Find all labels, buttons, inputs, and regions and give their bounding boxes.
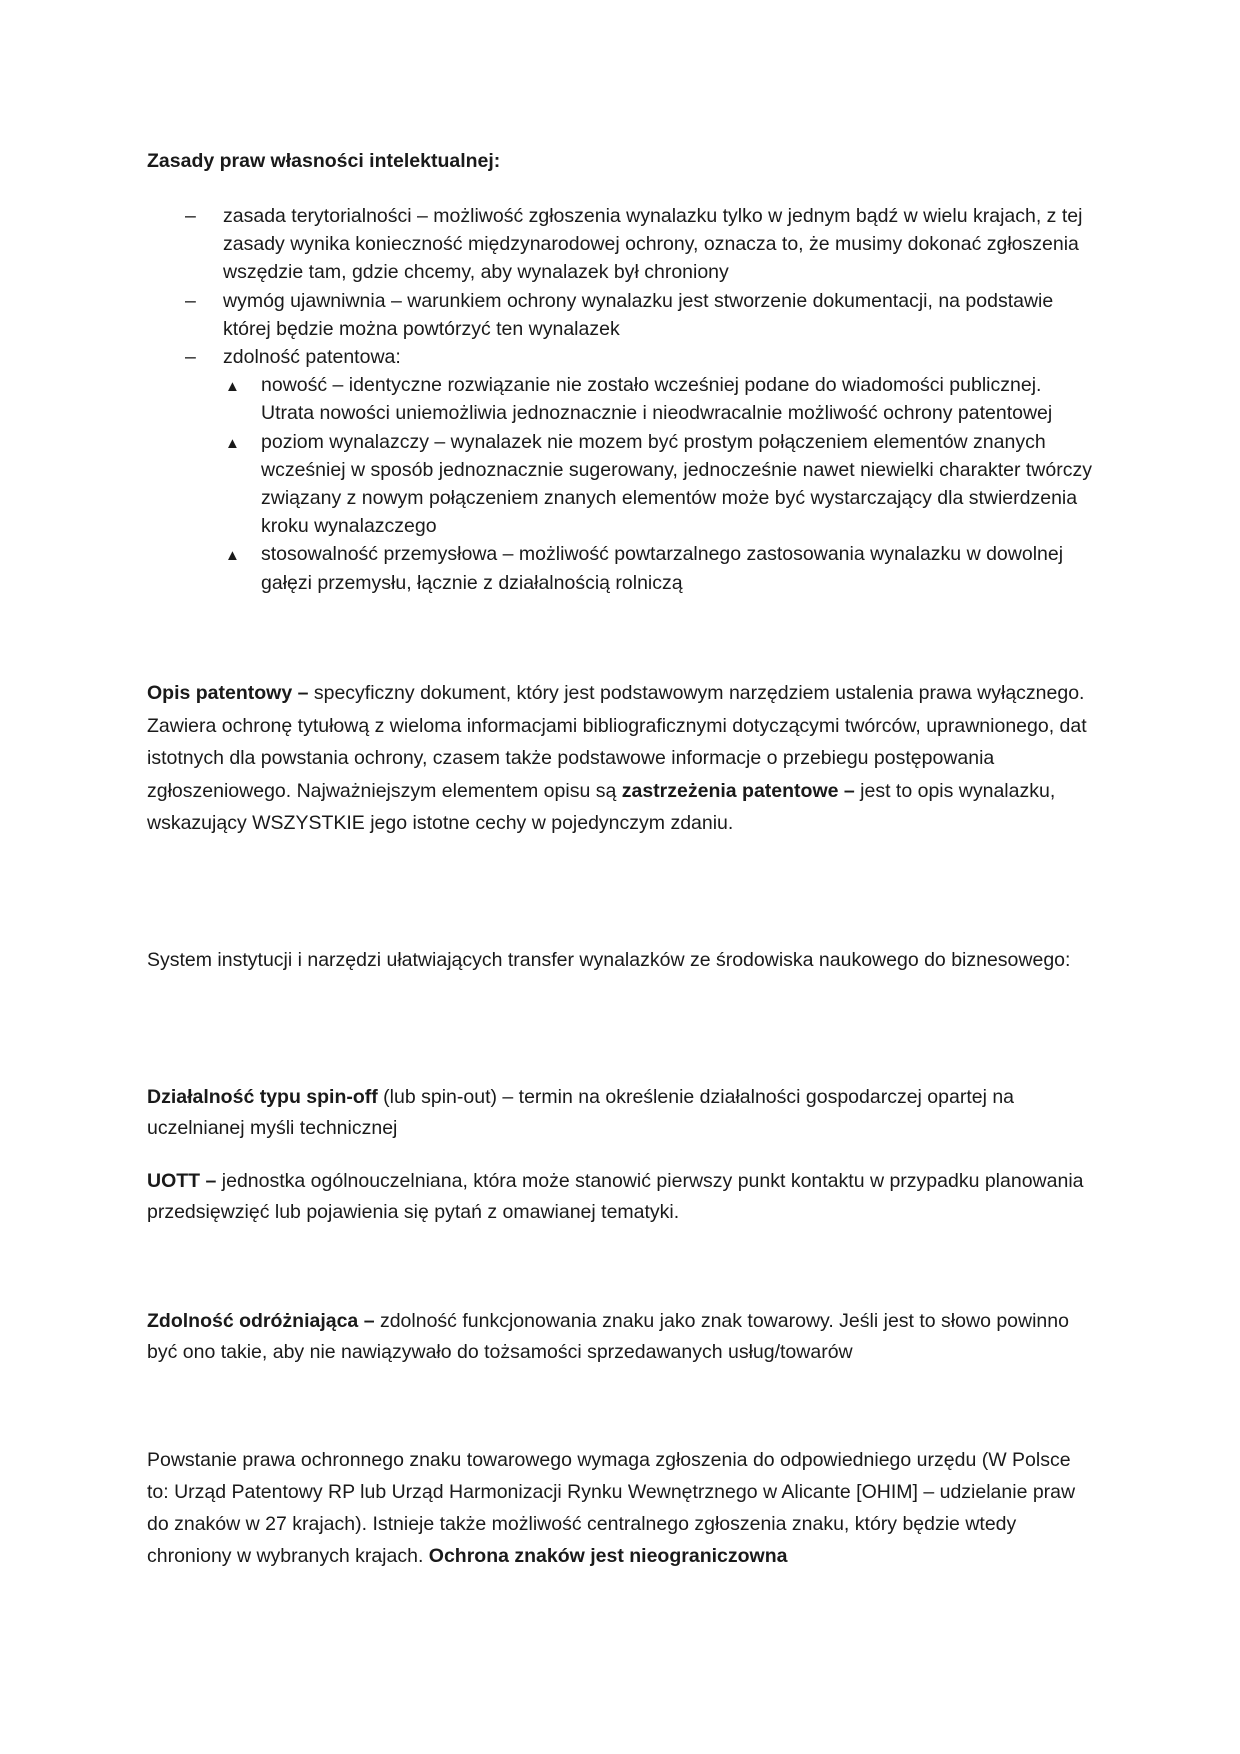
paragraph-text: Powstanie prawa ochronnego znaku towarowego wymaga zgłoszenia do odpowiedniego urzędu (W Polsce to: Urząd Patentowy RP lub Urząd Harmonizacji Rynku Wewnętrznego w Alicante [OHIM] – udzielanie praw do znaków w 27 krajach). Istnieje także możliwość centralnego zgłoszenia znaku, który będzie wtedy chroniony w wybranych krajach.	[147, 1449, 1076, 1567]
triangle-bullet-icon: ▲	[225, 547, 240, 565]
paragraph-text: specyficzny dokument, który jest podstawowym narzędziem ustalenia prawa wyłącznego. Zawiera ochronę tytułową z wieloma informacjami bibliograficznymi dotyczącymi twórców, uprawnionego, dat istotnych dla powstania ochrony, czasem także podstawowe informacje o przebiegu postępowania zgłoszeniowego. Najważniejszym elementem opisu są	[147, 682, 1087, 802]
principles-list	[147, 202, 1097, 597]
sublist-item-text: stosowalność przemysłowa – możliwość powtarzalnego zastosowania wynalazku w dowolnej gałęzi przemysłu, łącznie z działalnością rolniczą	[261, 543, 1064, 594]
dash-bullet-icon: –	[185, 346, 196, 369]
list-item-text: zasada terytorialności – możliwość zgłoszenia wynalazku tylko w jednym bądź w wielu krajach, z tej zasady wynika konieczność międzynarodowej ochrony, oznacza to, że musimy dokonać zgłoszenia wszędzie tam, gdzie chcemy, aby wynalazek był chroniony	[223, 205, 1083, 284]
triangle-bullet-icon: ▲	[225, 434, 240, 452]
trademark-paragraph	[147, 1444, 1097, 1572]
list-item	[147, 202, 1097, 287]
list-item	[147, 287, 1097, 343]
sublist-item-text: nowość – identyczne rozwiązanie nie zostało wcześniej podane do wiadomości publicznej. Utrata nowości uniemożliwia jednoznacznie i nieodwracalnie możliwość ochrony patentowej	[261, 374, 1053, 425]
section-heading: Zasady praw własności intelektualnej:	[147, 150, 501, 172]
dash-bullet-icon: –	[185, 289, 196, 312]
sublist-item-text: poziom wynalazczy – wynalazek nie mozem być prostym połączeniem elementów znanych wcześniej w sposób jednoznacznie sugerowany, jednocześnie nawet niewielki charakter twórczy związany z nowym połączeniem znanych elementów może być wystarczający dla stwierdzenia kroku wynalazczego	[261, 430, 1092, 538]
system-paragraph: System instytucji i narzędzi ułatwiających transfer wynalazków ze środowiska naukowego do biznesowego:	[147, 949, 1071, 971]
sublist-item	[223, 371, 1097, 427]
term: Opis patentowy –	[147, 682, 309, 704]
paragraph-text: (lub spin-out) – termin na określenie działalności gospodarczej opartej na uczelnianej myśli technicznej	[147, 1086, 1015, 1139]
sublist-item	[223, 428, 1097, 541]
list-item-text: zdolność patentowa:	[223, 346, 401, 369]
term: Ochrona znaków jest nieograniczowna	[428, 1545, 788, 1567]
dash-bullet-icon: –	[185, 205, 196, 227]
patent-description-paragraph	[147, 677, 1097, 840]
term: Działalność typu spin-off	[147, 1086, 378, 1108]
paragraph-text: jednostka ogólnouczelniana, która może stanowić pierwszy punkt kontaktu w przypadku planowania przedsięwzięć lub pojawienia się pytań z omawianej tematyki.	[147, 1170, 1084, 1223]
uott-paragraph	[147, 1166, 1097, 1228]
list-item-text: wymóg ujawniwnia – warunkiem ochrony wynalazku jest stworzenie dokumentacji, na podstawie której będzie można powtórzyć ten wynalazek	[223, 289, 1054, 340]
sublist-item	[223, 540, 1097, 596]
sublist	[223, 371, 1097, 597]
paragraph-text: zdolność funkcjonowania znaku jako znak towarowy. Jeśli jest to słowo powinno być ono takie, aby nie nawiązywało do tożsamości sprzedawanych usług/towarów	[147, 1310, 1069, 1363]
term: UOTT –	[147, 1170, 217, 1192]
distinctiveness-paragraph	[147, 1306, 1097, 1368]
list-item	[147, 343, 1097, 597]
spin-off-paragraph	[147, 1082, 1097, 1144]
triangle-bullet-icon: ▲	[225, 378, 240, 396]
term: Zdolność odróżniająca –	[147, 1310, 375, 1332]
paragraph-text: jest to opis wynalazku, wskazujący WSZYSTKIE jego istotne cechy w pojedynczym zdaniu.	[147, 779, 1056, 834]
term: zastrzeżenia patentowe –	[621, 779, 855, 802]
